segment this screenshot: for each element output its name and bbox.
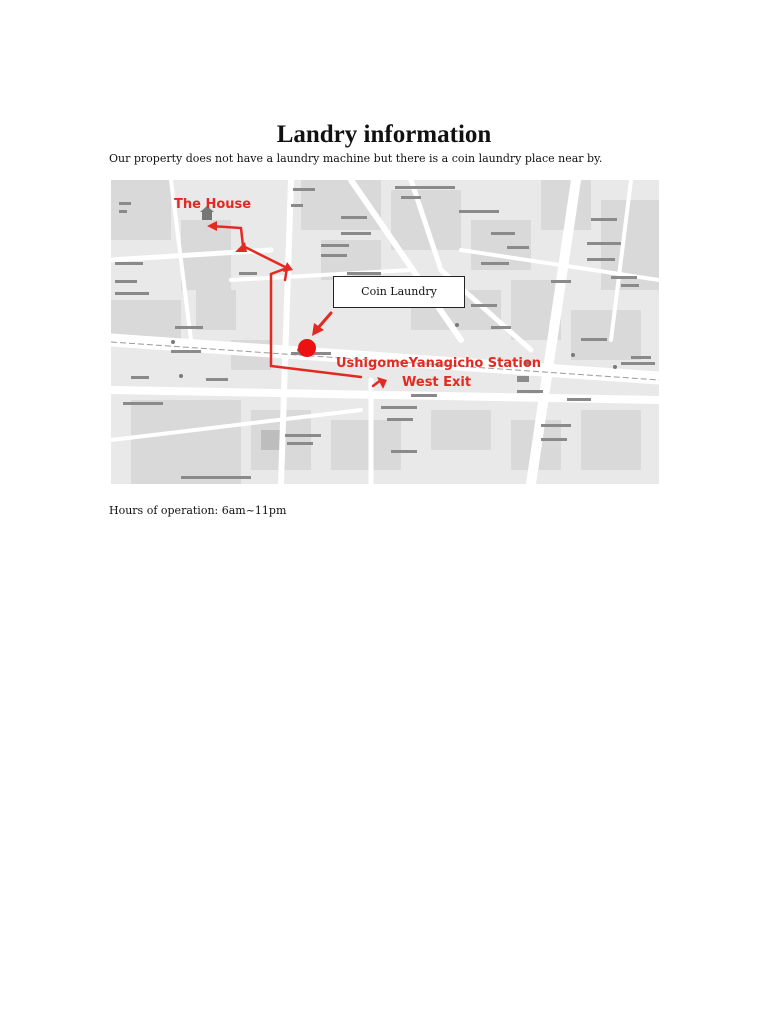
map-label-exit: West Exit [402, 375, 472, 390]
laundry-marker-icon [298, 339, 316, 357]
map-label-station: UshigomeYanagicho Station [336, 356, 542, 371]
hours-of-operation: Hours of operation: 6am~11pm [109, 504, 287, 517]
map-canvas [111, 180, 659, 484]
page-title: Landry information [276, 121, 492, 148]
area-map [111, 180, 659, 484]
coin-laundry-callout: Coin Laundry [333, 276, 465, 308]
map-label-house: The House [174, 197, 252, 212]
intro-paragraph: Our property does not have a laundry machine but there is a coin laundry place near by. [109, 152, 603, 165]
